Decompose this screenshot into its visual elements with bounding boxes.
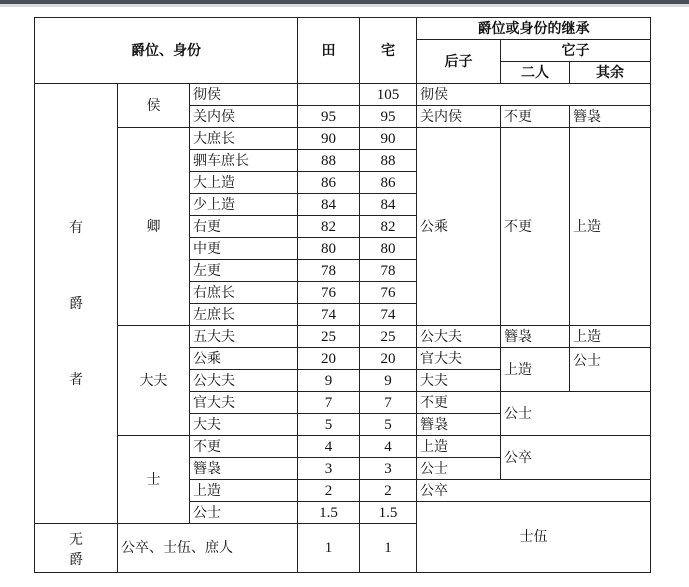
rank-cell: 簪袅	[190, 458, 298, 480]
house-cell: 7	[360, 392, 417, 414]
rank-cell: 上造	[190, 480, 298, 502]
group-wujue-char: 爵	[69, 552, 83, 568]
heir-cell: 簪袅	[417, 414, 501, 436]
field-cell: 76	[298, 282, 360, 304]
heir-cell: 大夫	[417, 370, 501, 392]
heir-cell: 关内侯	[417, 106, 501, 128]
rank-table	[34, 17, 651, 573]
field-cell: 20	[298, 348, 360, 370]
field-cell: 25	[298, 326, 360, 348]
others-cell: 公卒	[501, 436, 651, 480]
rank-cell: 公士	[190, 502, 298, 524]
house-cell: 90	[360, 128, 417, 150]
field-cell: 2	[298, 480, 360, 502]
rank-cell: 公乘	[190, 348, 298, 370]
rank-cell: 官大夫	[190, 392, 298, 414]
header-row-1	[35, 18, 651, 40]
field-cell: 82	[298, 216, 360, 238]
header-rank: 爵位、身份	[35, 18, 298, 84]
rank-cell: 彻侯	[190, 84, 298, 106]
heir-cell: 官大夫	[417, 348, 501, 370]
rank-cell: 大夫	[190, 414, 298, 436]
house-cell: 78	[360, 260, 417, 282]
heir-cell: 彻侯	[417, 84, 651, 106]
group-youjue-char: 有	[69, 219, 83, 236]
header-other-sons: 它子	[501, 40, 651, 62]
house-cell: 76	[360, 282, 417, 304]
rank-cell: 左更	[190, 260, 298, 282]
group-shi: 士	[118, 436, 190, 524]
rank-cell: 中更	[190, 238, 298, 260]
house-cell: 88	[360, 150, 417, 172]
two-cell: 不更	[501, 128, 570, 326]
two-cell: 不更	[501, 106, 570, 128]
field-cell	[298, 84, 360, 106]
field-cell: 4	[298, 436, 360, 458]
rest-cell: 公士	[570, 348, 651, 392]
house-cell: 20	[360, 348, 417, 370]
field-cell: 74	[298, 304, 360, 326]
house-cell: 9	[360, 370, 417, 392]
header-inheritance: 爵位或身份的继承	[417, 18, 651, 40]
header-house: 宅	[360, 18, 417, 84]
field-cell: 80	[298, 238, 360, 260]
rest-cell: 上造	[570, 128, 651, 326]
field-cell: 78	[298, 260, 360, 282]
table-row	[35, 326, 651, 348]
house-cell: 84	[360, 194, 417, 216]
field-cell: 88	[298, 150, 360, 172]
rank-cell: 不更	[190, 436, 298, 458]
heir-cell: 不更	[417, 392, 501, 414]
house-cell: 74	[360, 304, 417, 326]
field-cell: 5	[298, 414, 360, 436]
group-youjue	[35, 84, 118, 524]
house-cell: 95	[360, 106, 417, 128]
house-cell: 2	[360, 480, 417, 502]
group-qing: 卿	[118, 128, 190, 326]
rank-cell: 关内侯	[190, 106, 298, 128]
wujue-inherit-cell: 士伍	[417, 502, 651, 573]
house-cell: 86	[360, 172, 417, 194]
rank-cell: 右庶长	[190, 282, 298, 304]
house-cell: 82	[360, 216, 417, 238]
rank-cell: 左庶长	[190, 304, 298, 326]
field-cell: 84	[298, 194, 360, 216]
group-wujue	[35, 524, 118, 573]
field-cell: 86	[298, 172, 360, 194]
header-heir: 后子	[417, 40, 501, 84]
rank-cell: 大庶长	[190, 128, 298, 150]
group-hou: 侯	[118, 84, 190, 128]
table-row	[35, 128, 651, 150]
heir-cell: 公大夫	[417, 326, 501, 348]
rank-cell: 公卒、士伍、庶人	[118, 524, 298, 573]
house-cell: 3	[360, 458, 417, 480]
two-cell: 上造	[501, 348, 570, 392]
field-cell: 7	[298, 392, 360, 414]
heir-cell: 公卒	[417, 480, 651, 502]
header-rest: 其余	[570, 62, 651, 84]
rank-cell: 少上造	[190, 194, 298, 216]
house-cell: 1.5	[360, 502, 417, 524]
heir-cell: 公乘	[417, 128, 501, 326]
rank-cell: 驷车庶长	[190, 150, 298, 172]
rest-cell: 簪袅	[570, 106, 651, 128]
house-cell: 5	[360, 414, 417, 436]
field-cell: 1	[298, 524, 360, 573]
heir-cell: 上造	[417, 436, 501, 458]
field-cell: 9	[298, 370, 360, 392]
rank-cell: 右更	[190, 216, 298, 238]
rank-cell: 大上造	[190, 172, 298, 194]
group-youjue-char: 爵	[69, 295, 83, 312]
group-wujue-char: 无	[69, 532, 83, 548]
table-row	[35, 436, 651, 458]
header-two: 二人	[501, 62, 570, 84]
rest-cell: 上造	[570, 326, 651, 348]
header-field: 田	[298, 18, 360, 84]
rank-cell: 公大夫	[190, 370, 298, 392]
group-dafu: 大夫	[118, 326, 190, 436]
house-cell: 80	[360, 238, 417, 260]
house-cell: 1	[360, 524, 417, 573]
field-cell: 1.5	[298, 502, 360, 524]
house-cell: 25	[360, 326, 417, 348]
house-cell: 4	[360, 436, 417, 458]
others-cell: 公士	[501, 392, 651, 436]
field-cell: 3	[298, 458, 360, 480]
heir-cell: 公士	[417, 458, 501, 480]
table-row	[35, 84, 651, 106]
field-cell: 90	[298, 128, 360, 150]
rank-cell: 五大夫	[190, 326, 298, 348]
field-cell: 95	[298, 106, 360, 128]
house-cell: 105	[360, 84, 417, 106]
two-cell: 簪袅	[501, 326, 570, 348]
group-youjue-char: 者	[69, 371, 83, 388]
